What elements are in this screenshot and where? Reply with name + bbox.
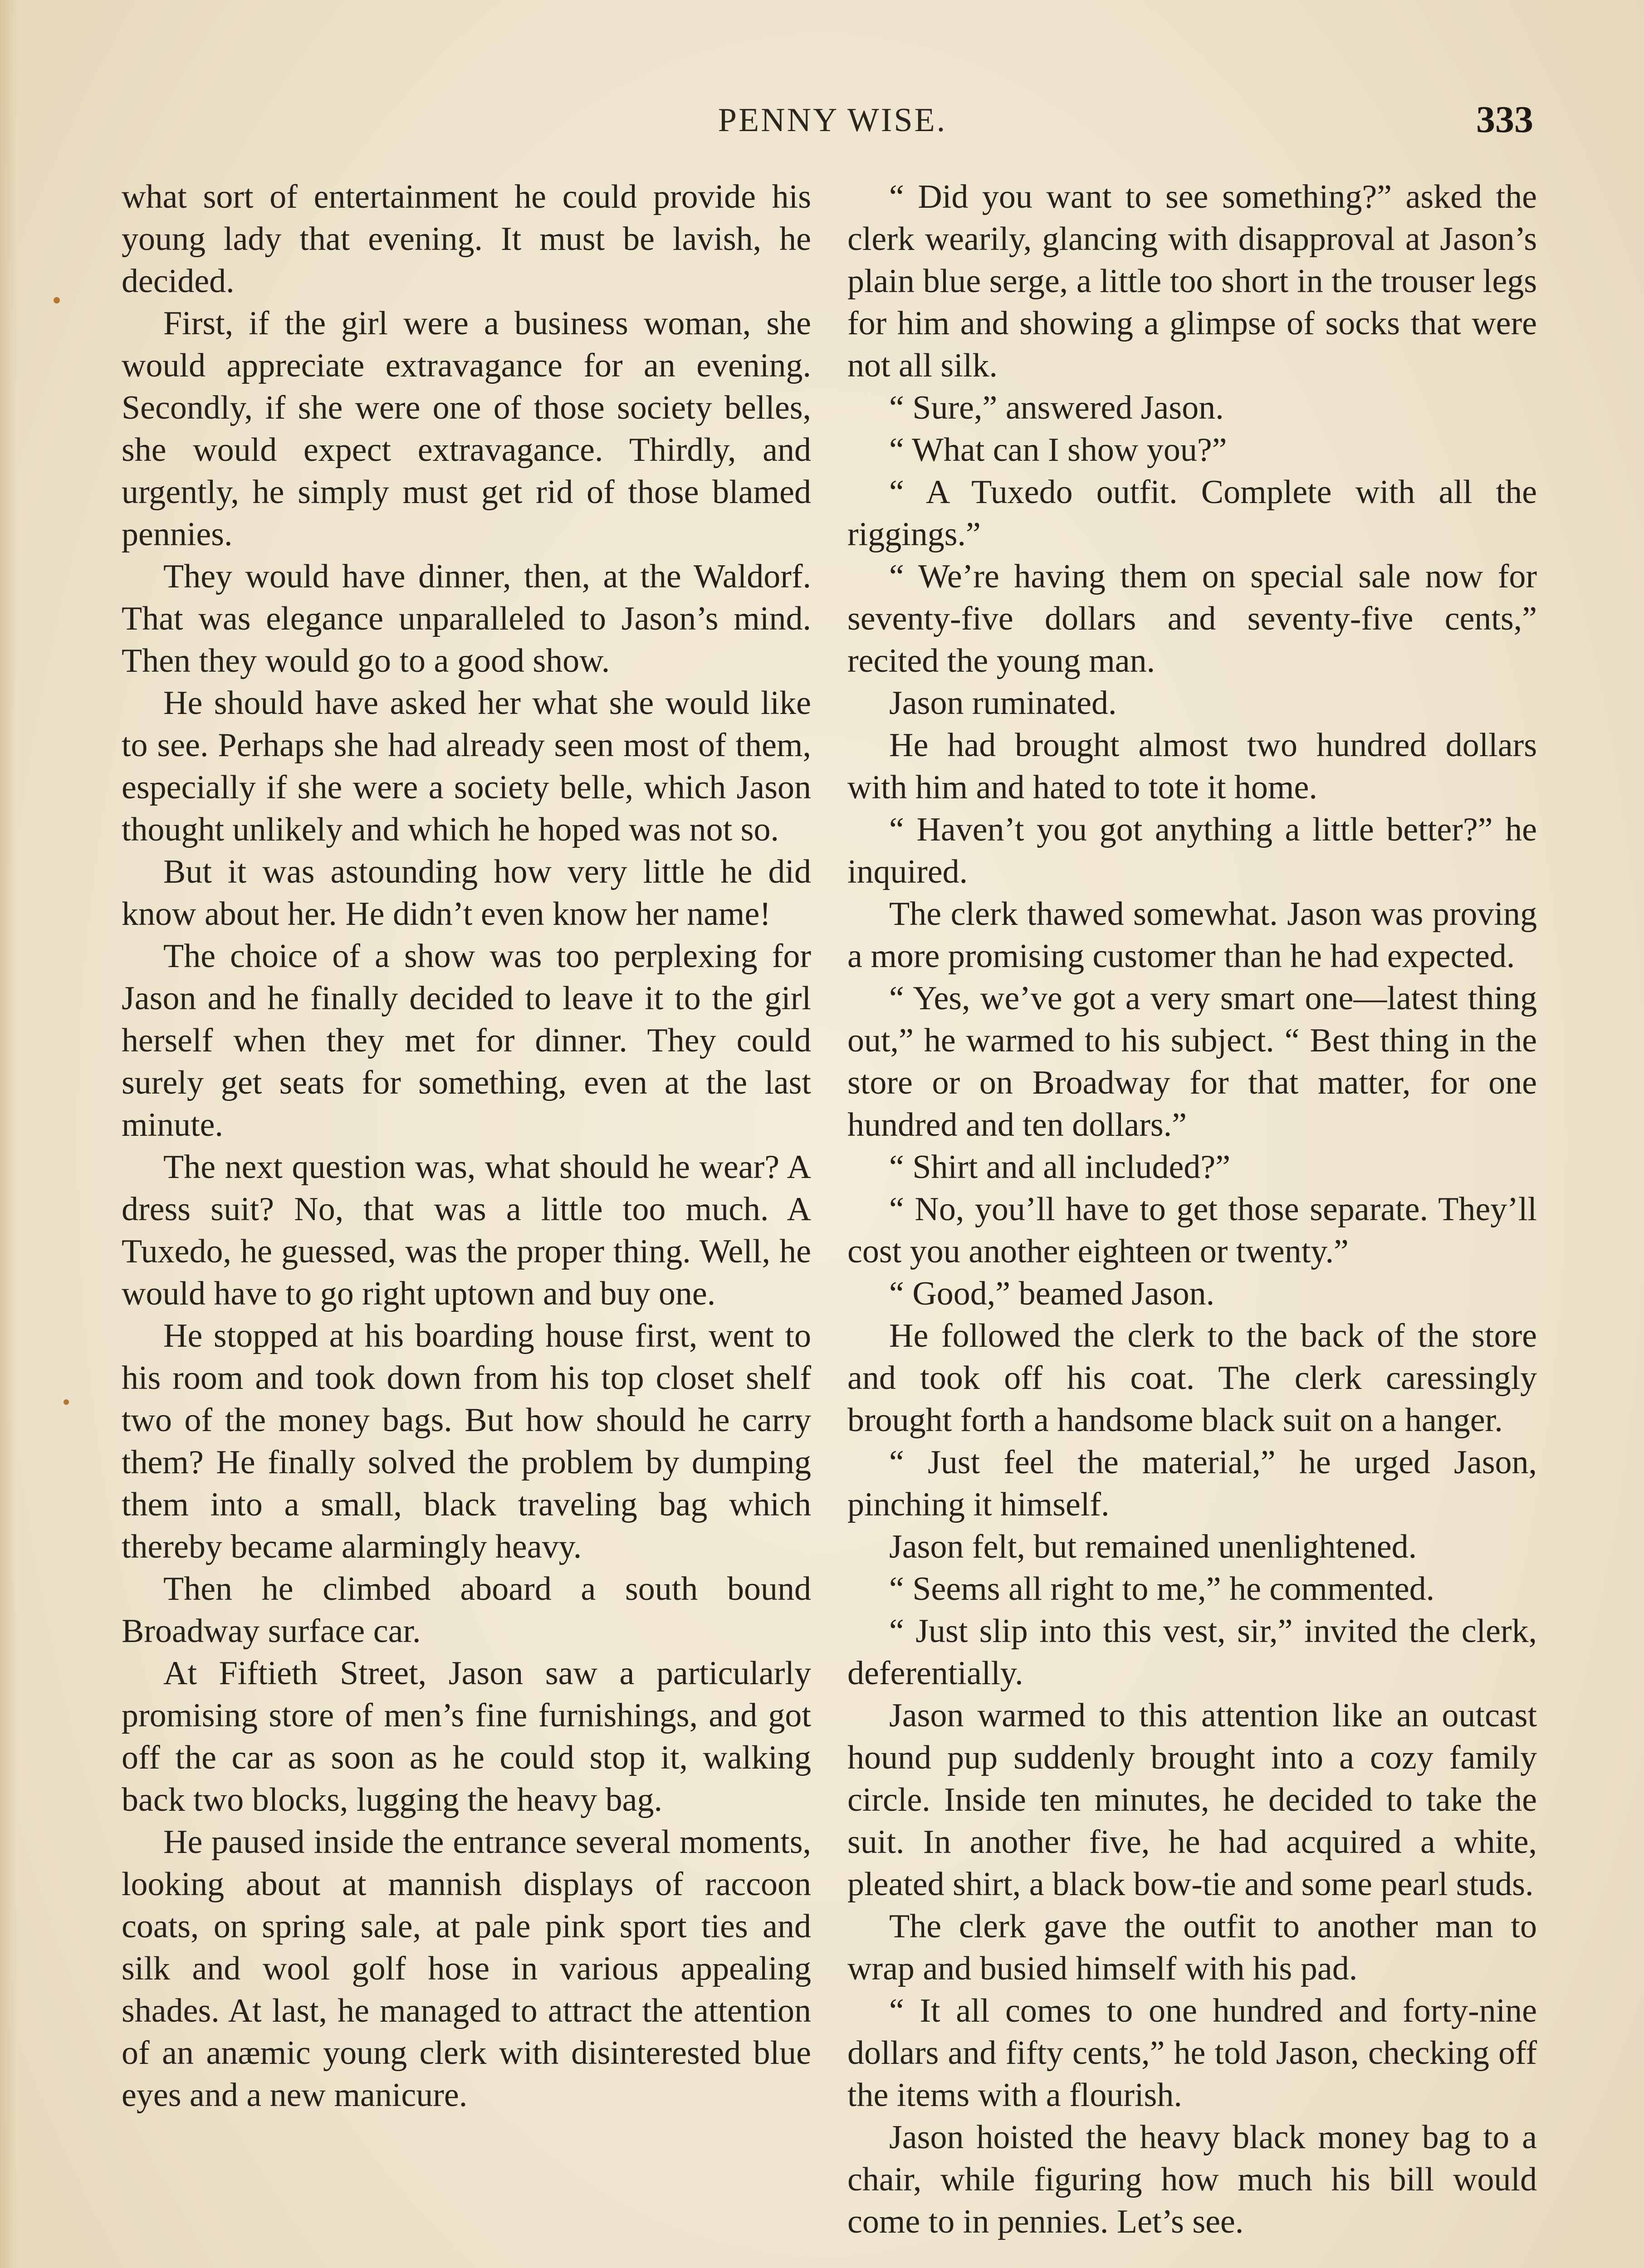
paragraph: “ Just slip into this vest, sir,” invited the clerk, deferentially. [847, 1613, 1537, 1692]
paragraph: Jason hoisted the heavy black money bag to a chair, while figuring how much his bill would come to in pennies. Let’s see. [847, 2119, 1537, 2240]
page-header [122, 98, 1542, 147]
paragraph: Then he climbed aboard a south bound Broadway surface car. [122, 1570, 811, 1650]
paragraph: what sort of entertainment he could provide his young lady that evening. It must be lavish, he decided. [122, 178, 811, 300]
paragraph: “ Seems all right to me,” he commented. [889, 1570, 1435, 1608]
paragraph: “ Good,” beamed Jason. [889, 1275, 1215, 1312]
paragraph: “ Shirt and all included?” [889, 1149, 1231, 1186]
left-text-column [122, 176, 811, 2116]
paragraph: Jason felt, but remained unenlightened. [889, 1528, 1417, 1565]
paragraph: “ Just feel the material,” he urged Jason, pinching it himself. [847, 1444, 1537, 1523]
paragraph: “ It all comes to one hundred and forty-nine dollars and fifty cents,” he told Jason, checking off the items with a flourish. [847, 1992, 1537, 2114]
paragraph: The clerk thawed somewhat. Jason was proving a more promising customer than he had expected. [847, 895, 1537, 975]
right-text-column [847, 176, 1537, 2243]
paragraph: “ Yes, we’ve got a very smart one—latest thing out,” he warmed to his subject. “ Best thing in the store or on Broadway for that matter, for one hundred and ten dollars.” [847, 980, 1537, 1144]
paragraph: They would have dinner, then, at the Waldorf. That was elegance unparalleled to Jason’s mind. Then they would go to a good show. [122, 558, 811, 679]
paragraph: “ A Tuxedo outfit. Complete with all the riggings.” [847, 474, 1537, 553]
page-edge-shadow [0, 0, 17, 2268]
paragraph: He paused inside the entrance several moments, looking about at mannish displays of raccoon coats, on spring sale, at pale pink sport ties and silk and wool golf hose in various appealing shades. At last, he managed to attract the attention of an anæmic young clerk with disinterested blue eyes and a new manicure. [122, 1823, 811, 2114]
paragraph: “ We’re having them on special sale now for seventy-five dollars and seventy-five cents,” recited the young man. [847, 558, 1537, 679]
paragraph: Jason ruminated. [889, 684, 1117, 722]
paragraph: “ Haven’t you got anything a little better?” he inquired. [847, 811, 1537, 890]
page-number: 333 [1476, 98, 1533, 141]
paragraph: The choice of a show was too perplexing for Jason and he finally decided to leave it to the girl herself when they met for dinner. They could surely get seats for something, even at the last minute. [122, 938, 811, 1144]
paragraph: But it was astounding how very little he did know about her. He didn’t even know her name! [122, 853, 811, 933]
paragraph: “ What can I show you?” [889, 431, 1227, 469]
ink-speck [54, 297, 60, 303]
paragraph: “ Sure,” answered Jason. [889, 389, 1224, 426]
paragraph: He followed the clerk to the back of the store and took off his coat. The clerk caressingly brought forth a handsome black suit on a hanger. [847, 1317, 1537, 1439]
ink-speck [64, 1399, 69, 1405]
running-title: PENNY WISE. [718, 102, 947, 139]
paragraph: The clerk gave the outfit to another man to wrap and busied himself with his pad. [847, 1908, 1537, 1987]
paragraph: First, if the girl were a business woman, she would appreciate extravagance for an evening. Secondly, if she were one of those society belles, she would expect extravagance. Thirdly, and urgently, he simply must get rid of those blamed pennies. [122, 305, 811, 553]
paragraph: “ Did you want to see something?” asked the clerk wearily, glancing with disapproval at Jason’s plain blue serge, a little too short in the trouser legs for him and showing a glimpse of socks that were not all silk. [847, 178, 1537, 384]
paragraph: “ No, you’ll have to get those separate. They’ll cost you another eighteen or twenty.” [847, 1191, 1537, 1270]
paragraph: He should have asked her what she would like to see. Perhaps she had already seen most of them, especially if she were a society belle, which Jason thought unlikely and which he hoped was not so. [122, 684, 811, 848]
paragraph: He had brought almost two hundred dollars with him and hated to tote it home. [847, 727, 1537, 806]
paragraph: He stopped at his boarding house first, went to his room and took down from his top closet shelf two of the money bags. But how should he carry them? He finally solved the problem by dumping them into a small, black traveling bag which thereby became alarmingly heavy. [122, 1317, 811, 1565]
paragraph: Jason warmed to this attention like an outcast hound pup suddenly brought into a cozy family circle. Inside ten minutes, he decided to take the suit. In another five, he had acquired a white, pleated shirt, a black bow-tie and some pearl studs. [847, 1697, 1537, 1903]
paragraph: At Fiftieth Street, Jason saw a particularly promising store of men’s fine furnishings, and got off the car as soon as he could stop it, walking back two blocks, lugging the heavy bag. [122, 1655, 811, 1818]
paragraph: The next question was, what should he wear? A dress suit? No, that was a little too much. A Tuxedo, he guessed, was the proper thing. Well, he would have to go right uptown and buy one. [122, 1149, 811, 1312]
